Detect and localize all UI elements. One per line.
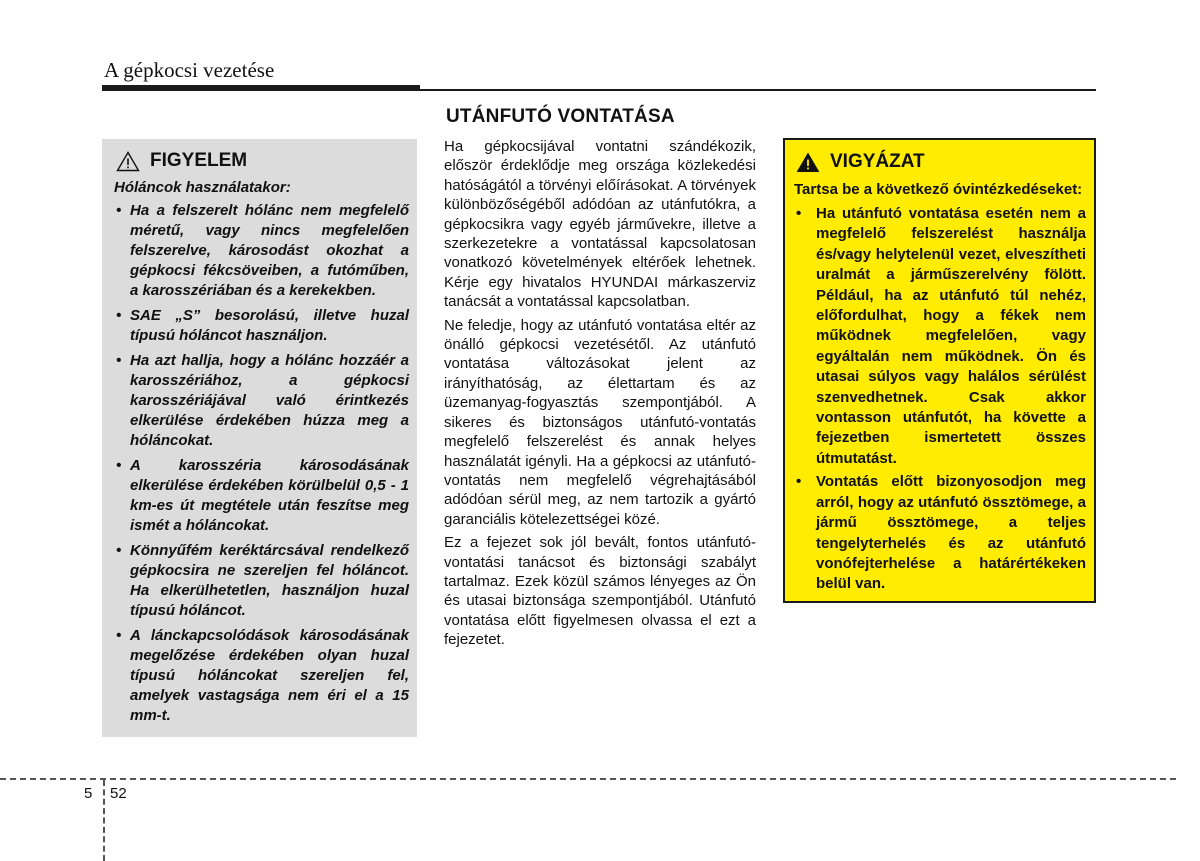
body-paragraph: Ez a fejezet sok jól bevált, fontos utánfutó-vontatási tanácsot és biztonsági szabályt tartalmaz. Ezek közül számos lényeges az Ön és utasai biztonsága szempontjából. Utánfutó vontatása előtt figyelmesen olvassa el ezt a fejezetet. (444, 534, 756, 649)
caution-header (796, 148, 1086, 176)
warning-triangle-icon (796, 152, 820, 173)
caution-title: VIGYÁZAT (830, 151, 925, 172)
warning-triangle-icon (116, 151, 140, 172)
caution-list (794, 204, 1086, 595)
body-paragraph: Ne feledje, hogy az utánfutó vontatása eltér az önálló gépkocsi vezetésétől. Az utánfutó vontatása változásokat jelent az irányíthatóság, az élettartam és az üzemanyag-fogyasztás szempontjából. A sikeres és biztonságos utánfutó-vontatás megfelelő felszerelést és annak helyes használatát igényli. Ha a gépkocsi az utánfutó-vontatás nem megfelelő végrehajtásából adódóan sérül meg, az nem tartozik a gyártó garanciális kötelezettségei közé. (444, 316, 756, 528)
warning-item: • A lánckapcsolódások károsodásának megelőzése érdekében olyan huzal típusú hóláncokat szereljen fel, amelyek vastagsága nem éri el a 15 mm-t. (114, 626, 409, 726)
warning-item: • Ha a felszerelt hólánc nem megfelelő méretű, vagy nincs megfelelően felszerelve, károsodást okozhat a gépkocsi fékcsöveiben, a futóműben, a karosszériában és a kerekekben. (114, 201, 409, 301)
chapter-number: 5 (84, 785, 93, 802)
caution-item: • Ha utánfutó vontatása esetén nem a megfelelő felszerelést használja és/vagy helytelenül vezet, elveszítheti uralmát a járműszerelvény fölött. Például, ha az utánfutó túl nehéz, előfordulhat, hogy a fékek nem működnek megfelelően, vagy egyáltalán nem működnek. Ön és utasai súlyos vagy halálos sérülést szenvedhetnek. Csak akkor vontasson utánfutót, ha követte a fejezetben ismertetett összes útmutatást. (794, 204, 1086, 469)
caution-intro: Tartsa be a következő óvintézkedéseket: (794, 181, 1083, 198)
warning-item: • SAE „S” besorolású, illetve huzal típusú hóláncot használjon. (114, 306, 409, 346)
page-number: 52 (110, 785, 127, 802)
warning-list (114, 201, 409, 726)
footer-dashed-divider (103, 780, 105, 861)
warning-item: • A karosszéria károsodásának elkerülése érdekében körülbelül 0,5 - 1 km-es út megtétele után feszítse meg ismét a hóláncokat. (114, 456, 409, 536)
warning-item: • Könnyűfém keréktárcsával rendelkező gépkocsira ne szereljen fel hóláncot. Ha elkerülhetetlen, használjon huzal típusú hóláncot. (114, 541, 409, 621)
caution-box (783, 138, 1096, 603)
warning-item: • Ha azt hallja, hogy a hólánc hozzáér a karosszériához, a gépkocsi karosszériájával való érintkezés elkerülése érdekében húzza meg a hóláncokat. (114, 351, 409, 451)
header-rule-thin (420, 89, 1096, 91)
section-title: UTÁNFUTÓ VONTATÁSA (446, 106, 675, 127)
body-text-column (444, 137, 756, 654)
footer-dashed-rule (0, 778, 1176, 780)
header-rule-thick (102, 85, 420, 91)
warning-box (102, 139, 417, 737)
warning-title: FIGYELEM (150, 150, 248, 171)
warning-header (116, 147, 409, 175)
body-paragraph: Ha gépkocsijával vontatni szándékozik, először érdeklődje meg országa közlekedési hatóságától a törvényi előírásokat. A törvények különbözőségéből adódóan az utánfutókra, a gépkocsikra vagy egyéb járművekre, illetve a szerkezetekre a vontatással kapcsolatosan vonatkozó követelmények eltérőek lehetnek. Kérje egy hivatalos HYUNDAI márkaszerviz tanácsát a vontatással kapcsolatban. (444, 138, 756, 311)
chapter-header-title: A gépkocsi vezetése (104, 58, 275, 82)
warning-intro: Hóláncok használatakor: (114, 179, 291, 196)
caution-item: • Vontatás előtt bizonyosodjon meg arról, hogy az utánfutó össztömege, a jármű össztömege, a teljes tengelyterhelés és az utánfutó vonófejterhelése a határértékeken belül van. (794, 472, 1086, 594)
